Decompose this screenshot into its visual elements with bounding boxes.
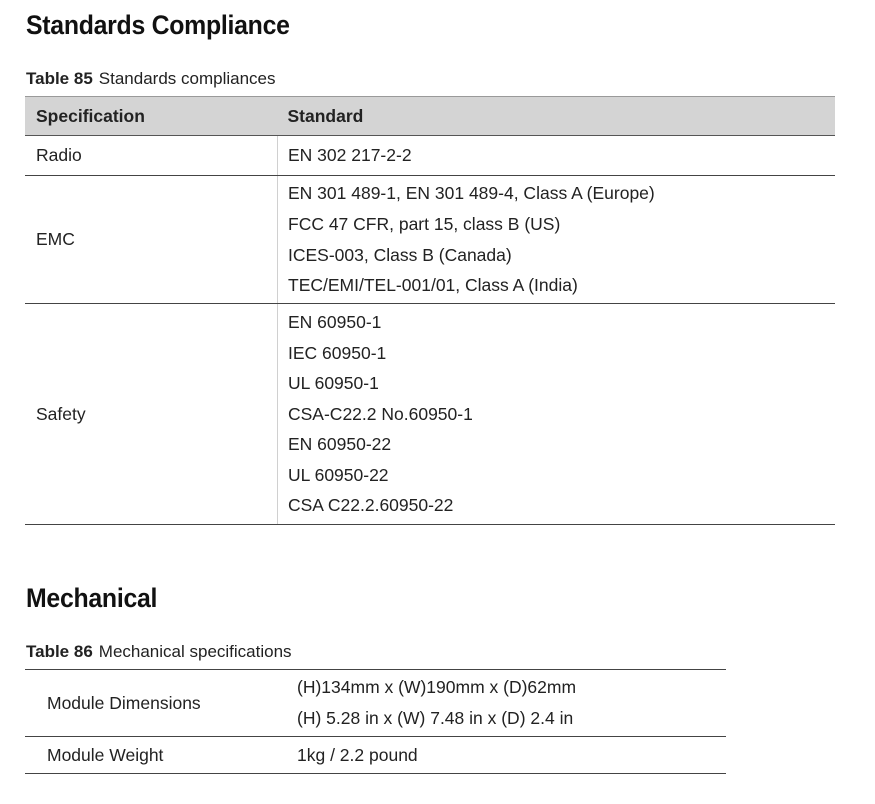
standard-cell (278, 304, 836, 525)
header-standard: Standard (278, 97, 836, 136)
table-85-caption (26, 69, 276, 89)
standard-line: UL 60950-1 (288, 373, 379, 394)
value-cell (286, 737, 726, 774)
standard-line: CSA-C22.2 No.60950-1 (288, 403, 473, 424)
standard-line: EN 60950-1 (288, 311, 382, 332)
table-85-label: Table 85 (26, 69, 93, 88)
header-specification: Specification (25, 97, 278, 136)
mechanical-heading: Mechanical (26, 583, 158, 613)
spec-cell: Module Weight (25, 737, 286, 774)
spec-cell: Safety (25, 304, 278, 525)
table-row (25, 304, 835, 525)
spec-cell: Module Dimensions (25, 670, 286, 737)
table-85-title: Standards compliances (98, 69, 276, 88)
standard-line: TEC/EMI/TEL-001/01, Class A (India) (288, 275, 578, 296)
value-line: (H) 5.28 in x (W) 7.48 in x (D) 2.4 in (297, 708, 574, 728)
standard-line: UL 60950-22 (288, 464, 389, 485)
standard-line: EN 60950-22 (288, 434, 392, 455)
standard-line: IEC 60950-1 (288, 342, 387, 363)
standard-line: ICES-003, Class B (Canada) (288, 244, 512, 265)
table-86-title: Mechanical specifications (98, 642, 292, 661)
mechanical-specifications-table (25, 669, 726, 774)
standards-compliance-heading: Standards Compliance (26, 10, 290, 40)
standard-cell (278, 136, 836, 176)
standards-compliance-table (25, 96, 835, 525)
standard-line: EN 301 489-1, EN 301 489-4, Class A (Europe) (288, 183, 655, 204)
table-row (25, 136, 835, 176)
table-86-caption (26, 642, 292, 662)
value-cell (286, 670, 726, 737)
table-row (25, 737, 726, 774)
value-line: 1kg / 2.2 pound (297, 744, 418, 765)
table-row (25, 176, 835, 304)
spec-cell: EMC (25, 176, 278, 304)
standard-cell (278, 176, 836, 304)
table-86-label: Table 86 (26, 642, 93, 661)
table-row (25, 670, 726, 737)
standard-line: FCC 47 CFR, part 15, class B (US) (288, 213, 561, 234)
standard-line: CSA C22.2.60950-22 (288, 495, 454, 516)
table-header-row (25, 97, 835, 136)
spec-cell: Radio (25, 136, 278, 176)
standard-line: EN 302 217-2-2 (288, 145, 412, 166)
value-line: (H)134mm x (W)190mm x (D)62mm (297, 677, 577, 698)
